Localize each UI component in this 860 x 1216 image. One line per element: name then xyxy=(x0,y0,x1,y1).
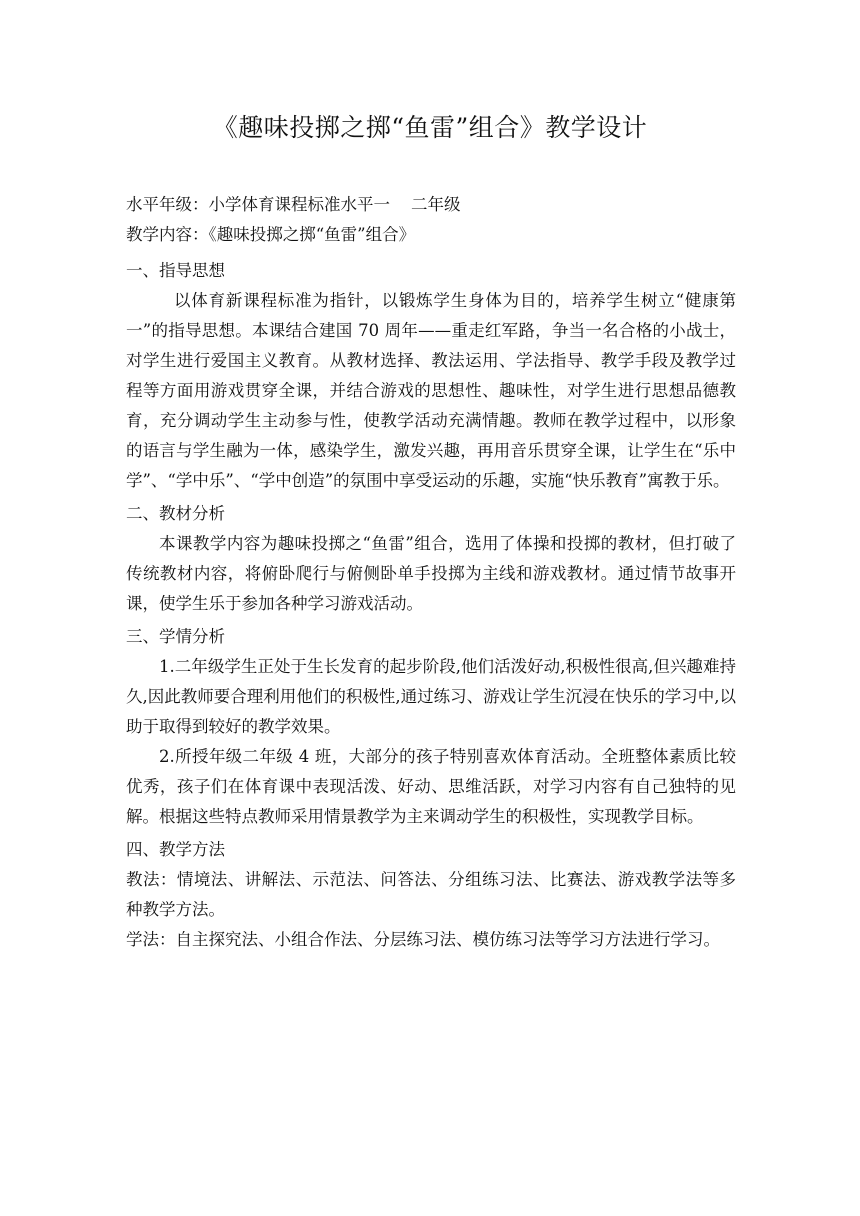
teaching-methods-line: 教法：情境法、讲解法、示范法、问答法、分组练习法、比赛法、游戏教学法等多种教学方法。 xyxy=(126,870,736,919)
section-heading-student-analysis: 三、学情分析 xyxy=(126,627,225,646)
paragraph-material-analysis: 本课教学内容为趣味投掷之“鱼雷”组合，选用了体操和投掷的教材，但打破了传统教材内容，将俯卧爬行与俯侧卧单手投掷为主线和游戏教材。通过情节故事开课，使学生乐于参加各种学习游戏活动。 xyxy=(126,534,736,613)
meta-level: 水平年级：小学体育课程标准水平一 二年级 xyxy=(126,195,461,214)
learning-methods-line: 学法：自主探究法、小组合作法、分层练习法、模仿练习法等学习方法进行学习。 xyxy=(126,930,720,949)
section-heading-material-analysis: 二、教材分析 xyxy=(126,504,225,523)
document-body xyxy=(126,190,736,955)
paragraph-guiding-thought: 以体育新课程标准为指针，以锻炼学生身体为目的，培养学生树立“健康第一”的指导思想。本课结合建国 70 周年——重走红军路，争当一名合格的小战士，对学生进行爱国主义教育。从教材选择、教法运用、学法指导、教学手段及教学过程等方面用游戏贯穿全课，并结合游戏的思想性、趣味性，对学生进行思想品德教育，充分调动学生主动参与性，使教学活动充满情趣。教师在教学过程中，以形象的语言与学生融为一体，感染学生，激发兴趣，再用音乐贯穿全课，让学生在“乐中学”、“学中乐”、“学中创造”的氛围中享受运动的乐趣，实施“快乐教育”寓教于乐。 xyxy=(126,291,736,490)
meta-content: 教学内容：《趣味投掷之掷“鱼雷”组合》 xyxy=(126,225,416,244)
paragraph-student-analysis-2: 2.所授年级二年级 4 班，大部分的孩子特别喜欢体育活动。全班整体素质比较优秀，孩子们在体育课中表现活泼、好动、思维活跃，对学习内容有自己独特的见解。根据这些特点教师采用情景教学为主来调动学生的积极性，实现教学目标。 xyxy=(126,747,736,826)
section-heading-guiding-thought: 一、指导思想 xyxy=(126,261,225,280)
document-title: 《趣味投掷之掷“鱼雷”组合》教学设计 xyxy=(212,113,648,142)
section-heading-teaching-methods: 四、教学方法 xyxy=(126,840,225,859)
paragraph-student-analysis-1: 1.二年级学生正处于生长发育的起步阶段,他们活泼好动,积极性很高,但兴趣难持久,因此教师要合理利用他们的积极性,通过练习、游戏让学生沉浸在快乐的学习中,以助于取得到较好的教学效果。 xyxy=(126,657,736,736)
